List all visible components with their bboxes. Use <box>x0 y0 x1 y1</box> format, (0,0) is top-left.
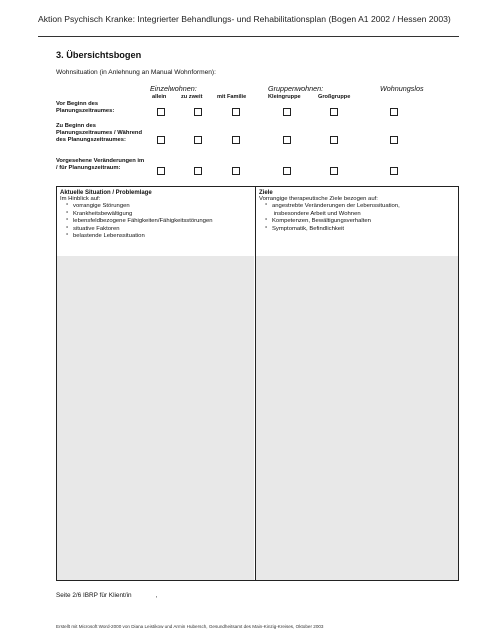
row-label-zu-beginn: Zu Beginn des Planungszeitraumes / Während des Planungszeitraumes: <box>56 123 143 143</box>
situation-item <box>60 203 250 210</box>
checkbox-row3-col5[interactable] <box>330 167 338 175</box>
footer-page-line <box>56 592 157 599</box>
checkbox-row2-col3[interactable] <box>232 136 240 144</box>
column-label-grossgruppe: Großgruppe <box>318 94 351 100</box>
creation-footnote: Erstellt mit Microsoft Word-2000 von Diana Leistikow und Armin Hubersch, Gesundheitsamt des Main-Kinzig-Kreises, Oktober 2003 <box>56 624 324 629</box>
checkbox-row3-col3[interactable] <box>232 167 240 175</box>
bullet-mark: ° <box>265 225 268 232</box>
checkbox-row2-col6[interactable] <box>390 136 398 144</box>
row-label-vor-beginn: Vor Beginn des Planungszeitraumes: <box>56 101 115 114</box>
checkbox-row1-col6[interactable] <box>390 108 398 116</box>
checkbox-row1-col5[interactable] <box>330 108 338 116</box>
goals-subheading: Vorrangige therapeutische Ziele bezogen auf: <box>259 196 378 202</box>
checkbox-row3-col1[interactable] <box>157 167 165 175</box>
goals-item <box>259 203 455 210</box>
situation-item-text: vorrangige Störungen <box>73 203 130 210</box>
bullet-mark: ° <box>265 218 268 225</box>
goals-item-text: Kompetenzen, Bewältigungsverhalten <box>272 218 371 225</box>
checkbox-row2-col1[interactable] <box>157 136 165 144</box>
group-label-wohnungslos: Wohnungslos <box>380 84 424 93</box>
column-label-allein: allein <box>152 94 167 100</box>
goals-heading: Ziele <box>259 190 273 196</box>
situation-subheading: Im Hinblick auf: <box>60 196 101 202</box>
bullet-mark: ° <box>66 225 69 232</box>
section-intro: Wohnsituation (in Anlehnung an Manual Wohnformen): <box>56 69 216 76</box>
footer-comma: , <box>155 592 158 599</box>
situation-answer-area[interactable] <box>57 256 254 580</box>
situation-item-list <box>60 203 250 240</box>
situation-item-text: lebensfeldbezogene Fähigkeiten/Fähigkeitsstörungen <box>73 218 213 225</box>
footer-page-label: Seite 2/6 IBRP für Klient/in <box>56 592 132 599</box>
bullet-mark: ° <box>66 233 69 240</box>
checkbox-row3-col4[interactable] <box>283 167 291 175</box>
bullet-mark: ° <box>66 210 69 217</box>
group-label-einzelwohnen: Einzelwohnen: <box>150 84 197 93</box>
goals-item <box>259 218 455 225</box>
group-label-gruppenwohnen: Gruppenwohnen: <box>268 84 324 93</box>
column-label-mit-familie: mit Familie <box>217 94 247 100</box>
table-column-divider <box>255 186 256 581</box>
bullet-mark: ° <box>66 218 69 225</box>
goals-item-text: Symptomatik, Befindlichkeit <box>272 225 345 232</box>
column-label-kleingruppe: Kleingruppe <box>268 94 301 100</box>
checkbox-row2-col4[interactable] <box>283 136 291 144</box>
bullet-mark: ° <box>265 203 268 210</box>
situation-item-text: situative Faktoren <box>73 225 120 232</box>
checkbox-row2-col2[interactable] <box>194 136 202 144</box>
situation-item-text: belastende Lebenssituation <box>73 233 145 240</box>
goals-panel <box>259 190 455 233</box>
situation-item <box>60 226 250 233</box>
situation-panel <box>60 190 250 240</box>
goals-answer-area[interactable] <box>256 256 458 580</box>
checkbox-row2-col5[interactable] <box>330 136 338 144</box>
checkbox-row3-col2[interactable] <box>194 167 202 175</box>
goals-item-text: angestrebte Veränderungen der Lebenssituation, <box>272 203 400 210</box>
checkbox-row1-col3[interactable] <box>232 108 240 116</box>
checkbox-row1-col2[interactable] <box>194 108 202 116</box>
document-header-title: Aktion Psychisch Kranke: Integrierter Behandlungs- und Rehabilitationsplan (Bogen A1 2002 / Hessen 2003) <box>38 14 451 24</box>
checkbox-row3-col6[interactable] <box>390 167 398 175</box>
goals-item <box>259 226 455 233</box>
bullet-mark: ° <box>66 203 69 210</box>
checkbox-row1-col1[interactable] <box>157 108 165 116</box>
situation-item <box>60 218 250 225</box>
situation-item <box>60 211 250 218</box>
checkbox-row1-col4[interactable] <box>283 108 291 116</box>
section-title: 3. Übersichtsbogen <box>56 50 142 60</box>
column-label-zu-zweit: zu zweit <box>181 94 203 100</box>
goals-item-list <box>259 203 455 233</box>
situation-item-text: Krankheitsbewältigung <box>73 210 133 217</box>
row-label-vorgesehene-veraenderungen: Vorgesehene Veränderungen im / für Planungszeitraum: <box>56 158 145 171</box>
header-divider <box>38 36 459 37</box>
goals-item-text: insbesondere Arbeit und Wohnen <box>272 210 361 217</box>
situation-item <box>60 233 250 240</box>
situation-heading: Aktuelle Situation / Problemlage <box>60 190 152 196</box>
goals-item <box>259 211 455 218</box>
